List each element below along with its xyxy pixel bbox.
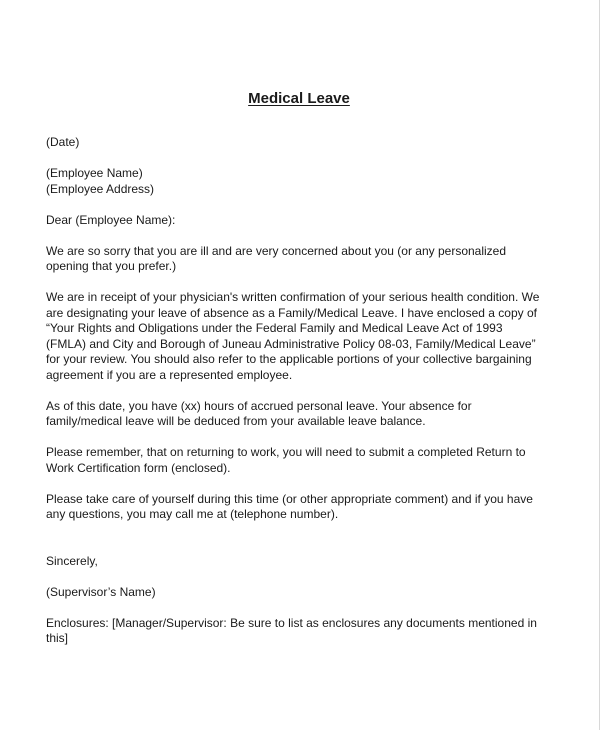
employee-name-line: (Employee Name) [46,166,143,180]
paragraph-return-to-work: Please remember, that on returning to work, you will need to submit a completed Return to Work Certification form (enclosed). [46,445,526,475]
supervisor-name-line: (Supervisor’s Name) [46,584,156,599]
enclosures-line: Enclosures: [Manager/Supervisor: Be sure to list as enclosures any documents mentioned in this] [46,615,537,645]
date-line: (Date) [46,135,80,149]
letter-title [0,90,600,107]
employee-address-line: (Employee Address) [46,181,155,196]
paragraph-take-care: Please take care of yourself during this time (or other appropriate comment) and if you have any questions, you may call me at (telephone number). [46,491,533,521]
letter-body [46,135,560,647]
paragraph-confirmation: We are in receipt of your physician's written confirmation of your serious health condition. We are designating your leave of absence as a Family/Medical Leave. I have enclosed a copy of “Your Rights and Obligations under the Federal Family and Medical Leave Act of 1993 (FMLA) and City and Borough of Juneau Administrative Policy 08-03, Family/Medical Leave” for your review. You should also refer to the applicable portions of your collective bargaining agreement if you are a represented employee. [46,290,540,382]
paragraph-opening: We are so sorry that you are ill and are very concerned about you (or any personalized opening that you prefer.) [46,243,507,273]
salutation: Dear (Employee Name): [46,212,176,227]
paragraph-leave-balance: As of this date, you have (xx) hours of accrued personal leave. Your absence for family/medical leave will be deduced from your available leave balance. [46,398,472,428]
closing: Sincerely, [46,553,98,568]
letter-title-text: Medical Leave [248,90,350,107]
